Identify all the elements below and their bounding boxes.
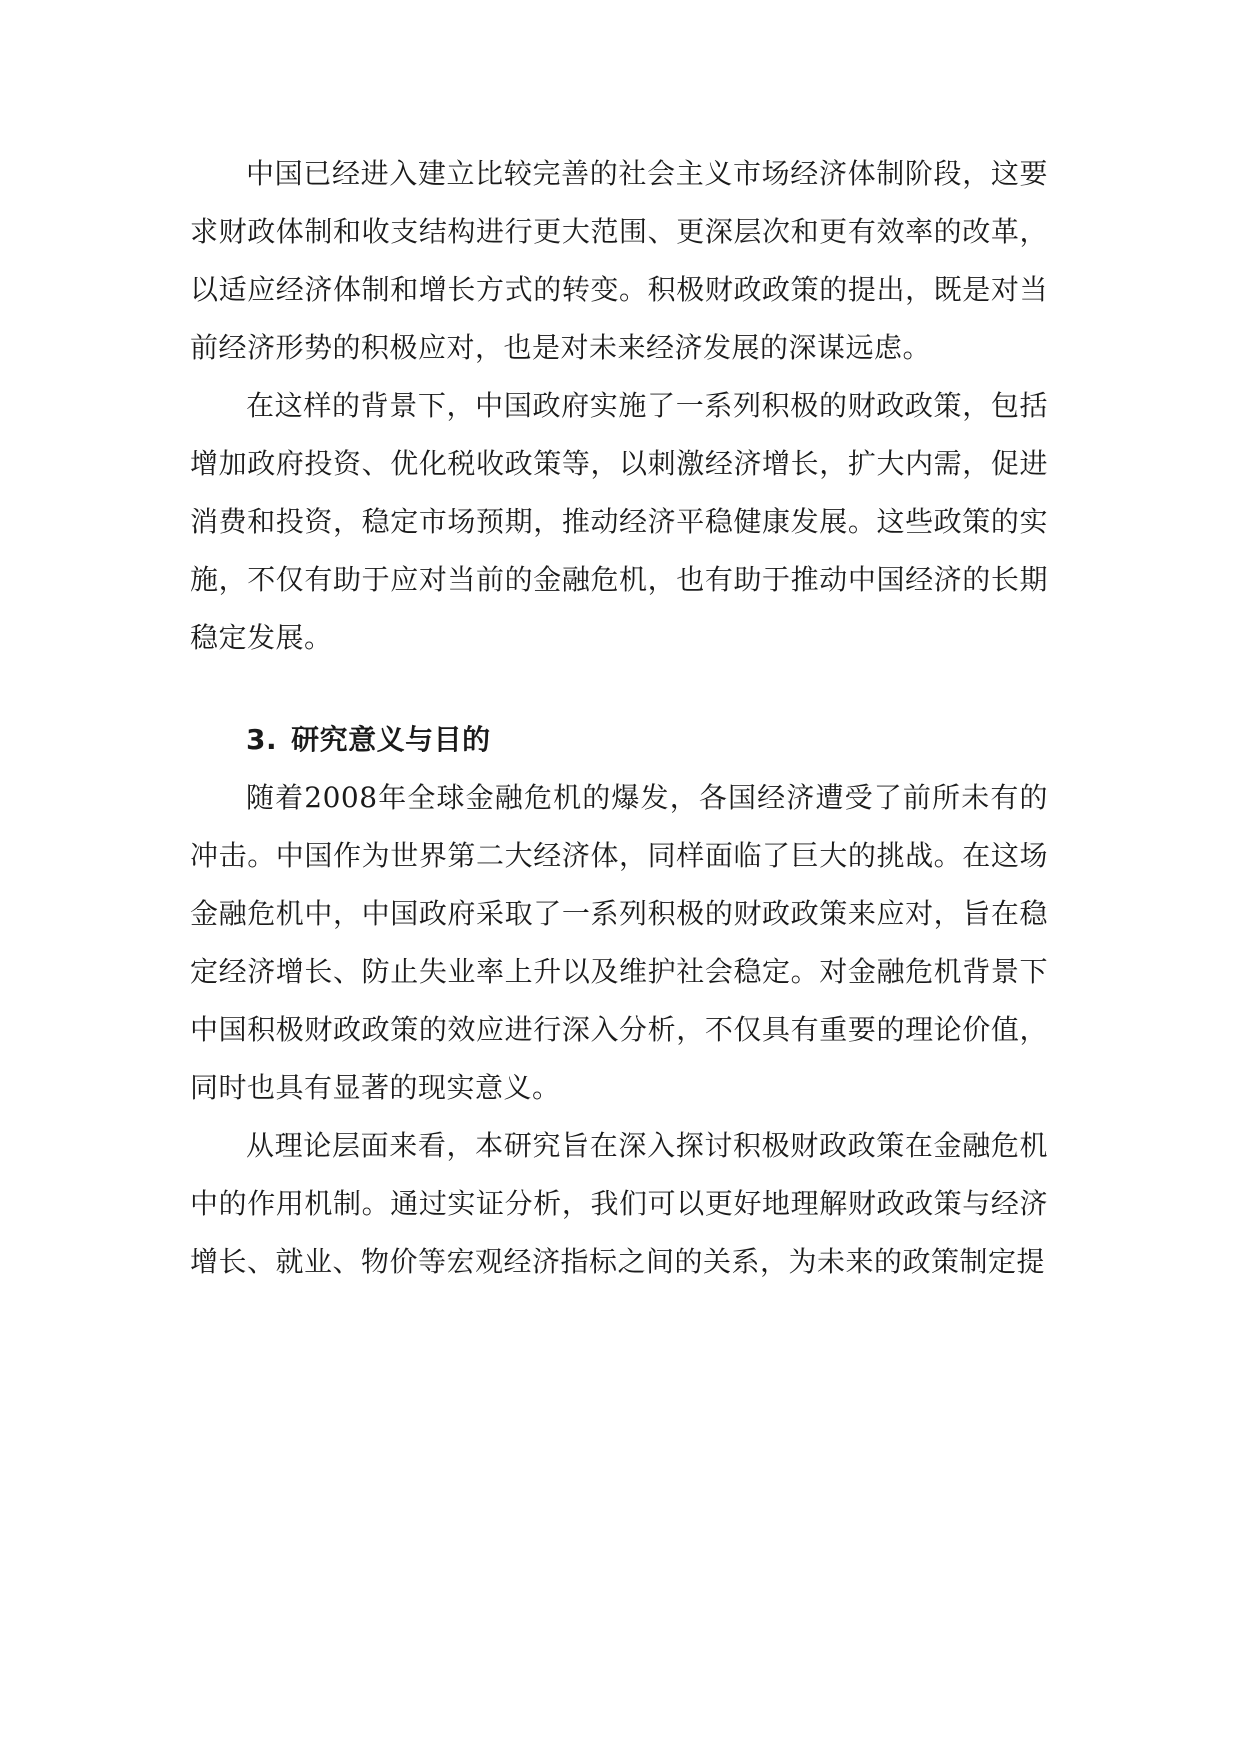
section-title: 研究意义与目的	[291, 723, 491, 756]
paragraph: 随着2008年全球金融危机的爆发，各国经济遭受了前所未有的冲击。中国作为世界第二大经济体，同样面临了巨大的挑战。在这场金融危机中，中国政府采取了一系列积极的财政政策来应对，旨在稳定经济增长、防止失业率上升以及维护社会稳定。对金融危机背景下中国积极财政政策的效应进行深入分析，不仅具有重要的理论价值，同时也具有显著的现实意义。	[190, 781, 1048, 1104]
paragraph: 在这样的背景下，中国政府实施了一系列积极的财政政策，包括增加政府投资、优化税收政策等，以刺激经济增长，扩大内需，促进消费和投资，稳定市场预期，推动经济平稳健康发展。这些政策的实施，不仅有助于应对当前的金融危机，也有助于推动中国经济的长期稳定发展。	[190, 389, 1048, 654]
section-number: 3.	[246, 723, 278, 756]
section-heading	[190, 711, 1048, 769]
paragraph: 中国已经进入建立比较完善的社会主义市场经济体制阶段，这要求财政体制和收支结构进行更大范围、更深层次和更有效率的改革，以适应经济体制和增长方式的转变。积极财政政策的提出，既是对当前经济形势的积极应对，也是对未来经济发展的深谋远虑。	[190, 157, 1048, 364]
paragraph: 从理论层面来看，本研究旨在深入探讨积极财政政策在金融危机中的作用机制。通过实证分析，我们可以更好地理解财政政策与经济增长、就业、物价等宏观经济指标之间的关系，为未来的政策制定提	[190, 1129, 1048, 1278]
document-body	[190, 145, 1048, 1291]
